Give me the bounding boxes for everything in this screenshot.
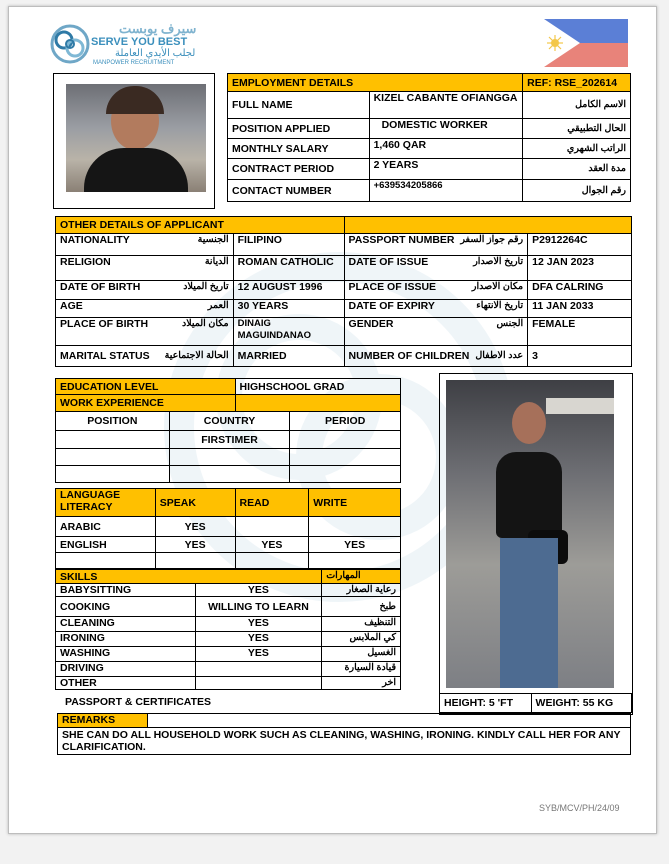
- dob-label: DATE OF BIRTH تاريخ الميلاد: [56, 281, 234, 300]
- passport-certificates-label: PASSPORT & CERTIFICATES: [65, 696, 212, 708]
- language-write: YES: [309, 537, 401, 553]
- work-col-country: COUNTRY: [169, 412, 290, 431]
- contract-label: CONTRACT PERIOD: [228, 159, 370, 180]
- skills-table: [55, 569, 401, 690]
- age-row: [56, 300, 632, 318]
- skills-header-ar: المهارات: [322, 570, 401, 584]
- language-write: [309, 517, 401, 537]
- applicant-photo-full: [446, 380, 614, 688]
- skill-ar: قيادة السيارة: [322, 662, 401, 677]
- contact-value: +639534205866: [369, 180, 523, 202]
- children-label: NUMBER OF CHILDREN عدد الاطفال: [344, 346, 528, 367]
- issue-place-label: PLACE OF ISSUE مكان الاصدار: [344, 281, 528, 300]
- skill-ar: التنظيف: [322, 617, 401, 632]
- logo-arabic-sub: لجلب الأيدي العاملة: [115, 48, 196, 59]
- skill-value: YES: [195, 584, 322, 597]
- language-header: LANGUAGE LITERACY: [56, 489, 156, 517]
- gender-value: FEMALE: [528, 318, 632, 346]
- language-speak: YES: [155, 537, 235, 553]
- skill-row: [56, 677, 401, 690]
- work-period: [290, 466, 401, 483]
- issue-date-label: DATE OF ISSUE تاريخ الاصدار: [344, 256, 528, 281]
- nationality-ar: الجنسية: [197, 234, 229, 245]
- remarks-header: REMARKS: [58, 714, 148, 728]
- logo-arabic: سيرف يوبست: [119, 21, 197, 36]
- language-blank: [56, 553, 156, 569]
- marital-row: [56, 346, 632, 367]
- issue-date-value: 12 JAN 2023: [528, 256, 632, 281]
- position-ar: الحال التطبيقي: [523, 119, 631, 139]
- work-row: [56, 449, 401, 466]
- language-blank: [309, 553, 401, 569]
- cv-page: [8, 6, 657, 834]
- logo-emblem-icon: [49, 23, 91, 65]
- language-row: [56, 537, 401, 553]
- work-row: [56, 431, 401, 449]
- skill-row: [56, 584, 401, 597]
- skill-value: [195, 677, 322, 690]
- skill-row: [56, 617, 401, 632]
- photo-torso: [496, 452, 562, 538]
- skill-name: OTHER: [56, 677, 196, 690]
- full-name-label: FULL NAME: [228, 92, 370, 119]
- language-read: YES: [235, 537, 309, 553]
- other-details-header: OTHER DETAILS OF APPLICANT: [56, 217, 345, 234]
- skill-name: IRONING: [56, 632, 196, 647]
- skill-name: CLEANING: [56, 617, 196, 632]
- marital-ar: الحالة الاجتماعية: [164, 350, 229, 361]
- issue-place-ar: مكان الاصدار: [471, 281, 524, 292]
- marital-label: MARITAL STATUS الحالة الاجتماعية: [56, 346, 234, 367]
- logo-name: SERVE YOU BEST: [91, 36, 188, 48]
- work-col-position: POSITION: [56, 412, 170, 431]
- applicant-photo-small: [66, 84, 206, 192]
- language-speak: YES: [155, 517, 235, 537]
- work-experience-header: WORK EXPERIENCE: [56, 395, 236, 412]
- employment-table: [227, 73, 631, 202]
- work-row: [56, 466, 401, 483]
- language-name: ARABIC: [56, 517, 156, 537]
- work-country: [169, 466, 290, 483]
- nationality-value: FILIPINO: [233, 234, 344, 256]
- issue-date-ar: تاريخ الاصدار: [473, 256, 524, 267]
- skill-ar: الغسيل: [322, 647, 401, 662]
- height-value: HEIGHT: 5 'FT: [440, 694, 532, 713]
- language-col-read: READ: [235, 489, 309, 517]
- photo-head: [512, 402, 546, 444]
- salary-value: 1,460 QAR: [369, 139, 523, 159]
- photo-shirt: [84, 148, 188, 192]
- passport-value: P2912264C: [528, 234, 632, 256]
- salary-label: MONTHLY SALARY: [228, 139, 370, 159]
- philippines-flag-icon: [544, 19, 628, 67]
- dob-ar: تاريخ الميلاد: [183, 281, 229, 292]
- language-blank: [155, 553, 235, 569]
- expiry-ar: تاريخ الانتهاء: [476, 300, 524, 311]
- reference-number: REF: RSE_202614: [523, 74, 631, 92]
- other-details-header-blank: [344, 217, 631, 234]
- body-stats-table: [439, 693, 632, 713]
- skill-ar: رعاية الصغار: [322, 584, 401, 597]
- language-row: [56, 517, 401, 537]
- skill-value: YES: [195, 617, 322, 632]
- work-position: [56, 449, 170, 466]
- skills-header: SKILLS: [56, 570, 322, 584]
- full-name-value: KIZEL CABANTE OFIANGGA: [369, 92, 523, 119]
- skill-name: BABYSITTING: [56, 584, 196, 597]
- skill-value: [195, 662, 322, 677]
- children-ar: عدد الاطفال: [475, 350, 524, 361]
- skill-value: YES: [195, 647, 322, 662]
- education-value: HIGHSCHOOL GRAD: [235, 379, 400, 395]
- expiry-label: DATE OF EXPIRY تاريخ الانتهاء: [344, 300, 528, 318]
- birthplace-label: PLACE OF BIRTH مكان الميلاد: [56, 318, 234, 346]
- age-value: 30 YEARS: [233, 300, 344, 318]
- skill-row: [56, 662, 401, 677]
- marital-value: MARRIED: [233, 346, 344, 367]
- skill-ar: اخر: [322, 677, 401, 690]
- birthplace-ar: مكان الميلاد: [182, 318, 229, 329]
- work-country: FIRSTIMER: [169, 431, 290, 449]
- passport-label: PASSPORT NUMBER رقم جواز السفر: [344, 234, 528, 256]
- age-label: AGE العمر: [56, 300, 234, 318]
- skill-value: WILLING TO LEARN: [195, 597, 322, 617]
- photo-hair: [106, 86, 164, 114]
- religion-label: RELIGION الديانة: [56, 256, 234, 281]
- employment-header: EMPLOYMENT DETAILS: [228, 74, 523, 92]
- language-col-speak: SPEAK: [155, 489, 235, 517]
- small-photo-frame: [53, 73, 215, 209]
- language-name: ENGLISH: [56, 537, 156, 553]
- religion-row: [56, 256, 632, 281]
- photo-jeans: [500, 538, 558, 688]
- contract-ar: مدة العقد: [523, 159, 631, 180]
- skill-name: COOKING: [56, 597, 196, 617]
- skill-ar: طبخ: [322, 597, 401, 617]
- children-value: 3: [528, 346, 632, 367]
- contact-label: CONTACT NUMBER: [228, 180, 370, 202]
- remarks-header-blank: [147, 714, 630, 728]
- language-table: [55, 488, 401, 569]
- document-code: SYB/MCV/PH/24/09: [539, 803, 620, 813]
- work-period: [290, 449, 401, 466]
- nationality-row: [56, 234, 632, 256]
- skill-value: YES: [195, 632, 322, 647]
- skill-name: WASHING: [56, 647, 196, 662]
- position-label: POSITION APPLIED: [228, 119, 370, 139]
- religion-value: ROMAN CATHOLIC: [233, 256, 344, 281]
- contact-ar: رقم الجوال: [523, 180, 631, 202]
- work-country: [169, 449, 290, 466]
- work-experience-header-blank: [235, 395, 400, 412]
- company-logo: [49, 21, 219, 69]
- salary-ar: الراتب الشهري: [523, 139, 631, 159]
- remarks-table: [57, 713, 631, 755]
- work-period: [290, 431, 401, 449]
- birthplace-value: DINAIG MAGUINDANAO: [233, 318, 344, 346]
- gender-label: GENDER الجنس: [344, 318, 528, 346]
- birthplace-row: [56, 318, 632, 346]
- weight-value: WEIGHT: 55 KG: [531, 694, 631, 713]
- logo-sub: MANPOWER RECRUITMENT: [93, 60, 175, 66]
- remarks-text: SHE CAN DO ALL HOUSEHOLD WORK SUCH AS CLEANING, WASHING, IRONING. KINDLY CALL HER FOR ANY CLARIFICATION.: [58, 728, 631, 755]
- nationality-label: NATIONALITY الجنسية: [56, 234, 234, 256]
- dob-value: 12 AUGUST 1996: [233, 281, 344, 300]
- language-col-write: WRITE: [309, 489, 401, 517]
- age-ar: العمر: [207, 300, 229, 311]
- contract-value: 2 YEARS: [369, 159, 523, 180]
- skill-row: [56, 632, 401, 647]
- passport-ar: رقم جواز السفر: [460, 234, 524, 245]
- skill-name: DRIVING: [56, 662, 196, 677]
- language-blank: [235, 553, 309, 569]
- skill-row: [56, 647, 401, 662]
- religion-ar: الديانة: [204, 256, 229, 267]
- expiry-value: 11 JAN 2033: [528, 300, 632, 318]
- position-value: DOMESTIC WORKER: [369, 119, 523, 139]
- skill-ar: كي الملابس: [322, 632, 401, 647]
- other-details-table: [55, 216, 632, 367]
- issue-place-value: DFA CALRING: [528, 281, 632, 300]
- full-photo-frame: [439, 373, 633, 715]
- gender-ar: الجنس: [496, 318, 524, 329]
- dob-row: [56, 281, 632, 300]
- photo-store-sign: [546, 398, 614, 414]
- language-read: [235, 517, 309, 537]
- work-col-period: PERIOD: [290, 412, 401, 431]
- skill-row: [56, 597, 401, 617]
- education-label: EDUCATION LEVEL: [56, 379, 236, 395]
- work-position: [56, 431, 170, 449]
- education-work-table: [55, 378, 401, 483]
- work-position: [56, 466, 170, 483]
- full-name-ar: الاسم الكامل: [523, 92, 631, 119]
